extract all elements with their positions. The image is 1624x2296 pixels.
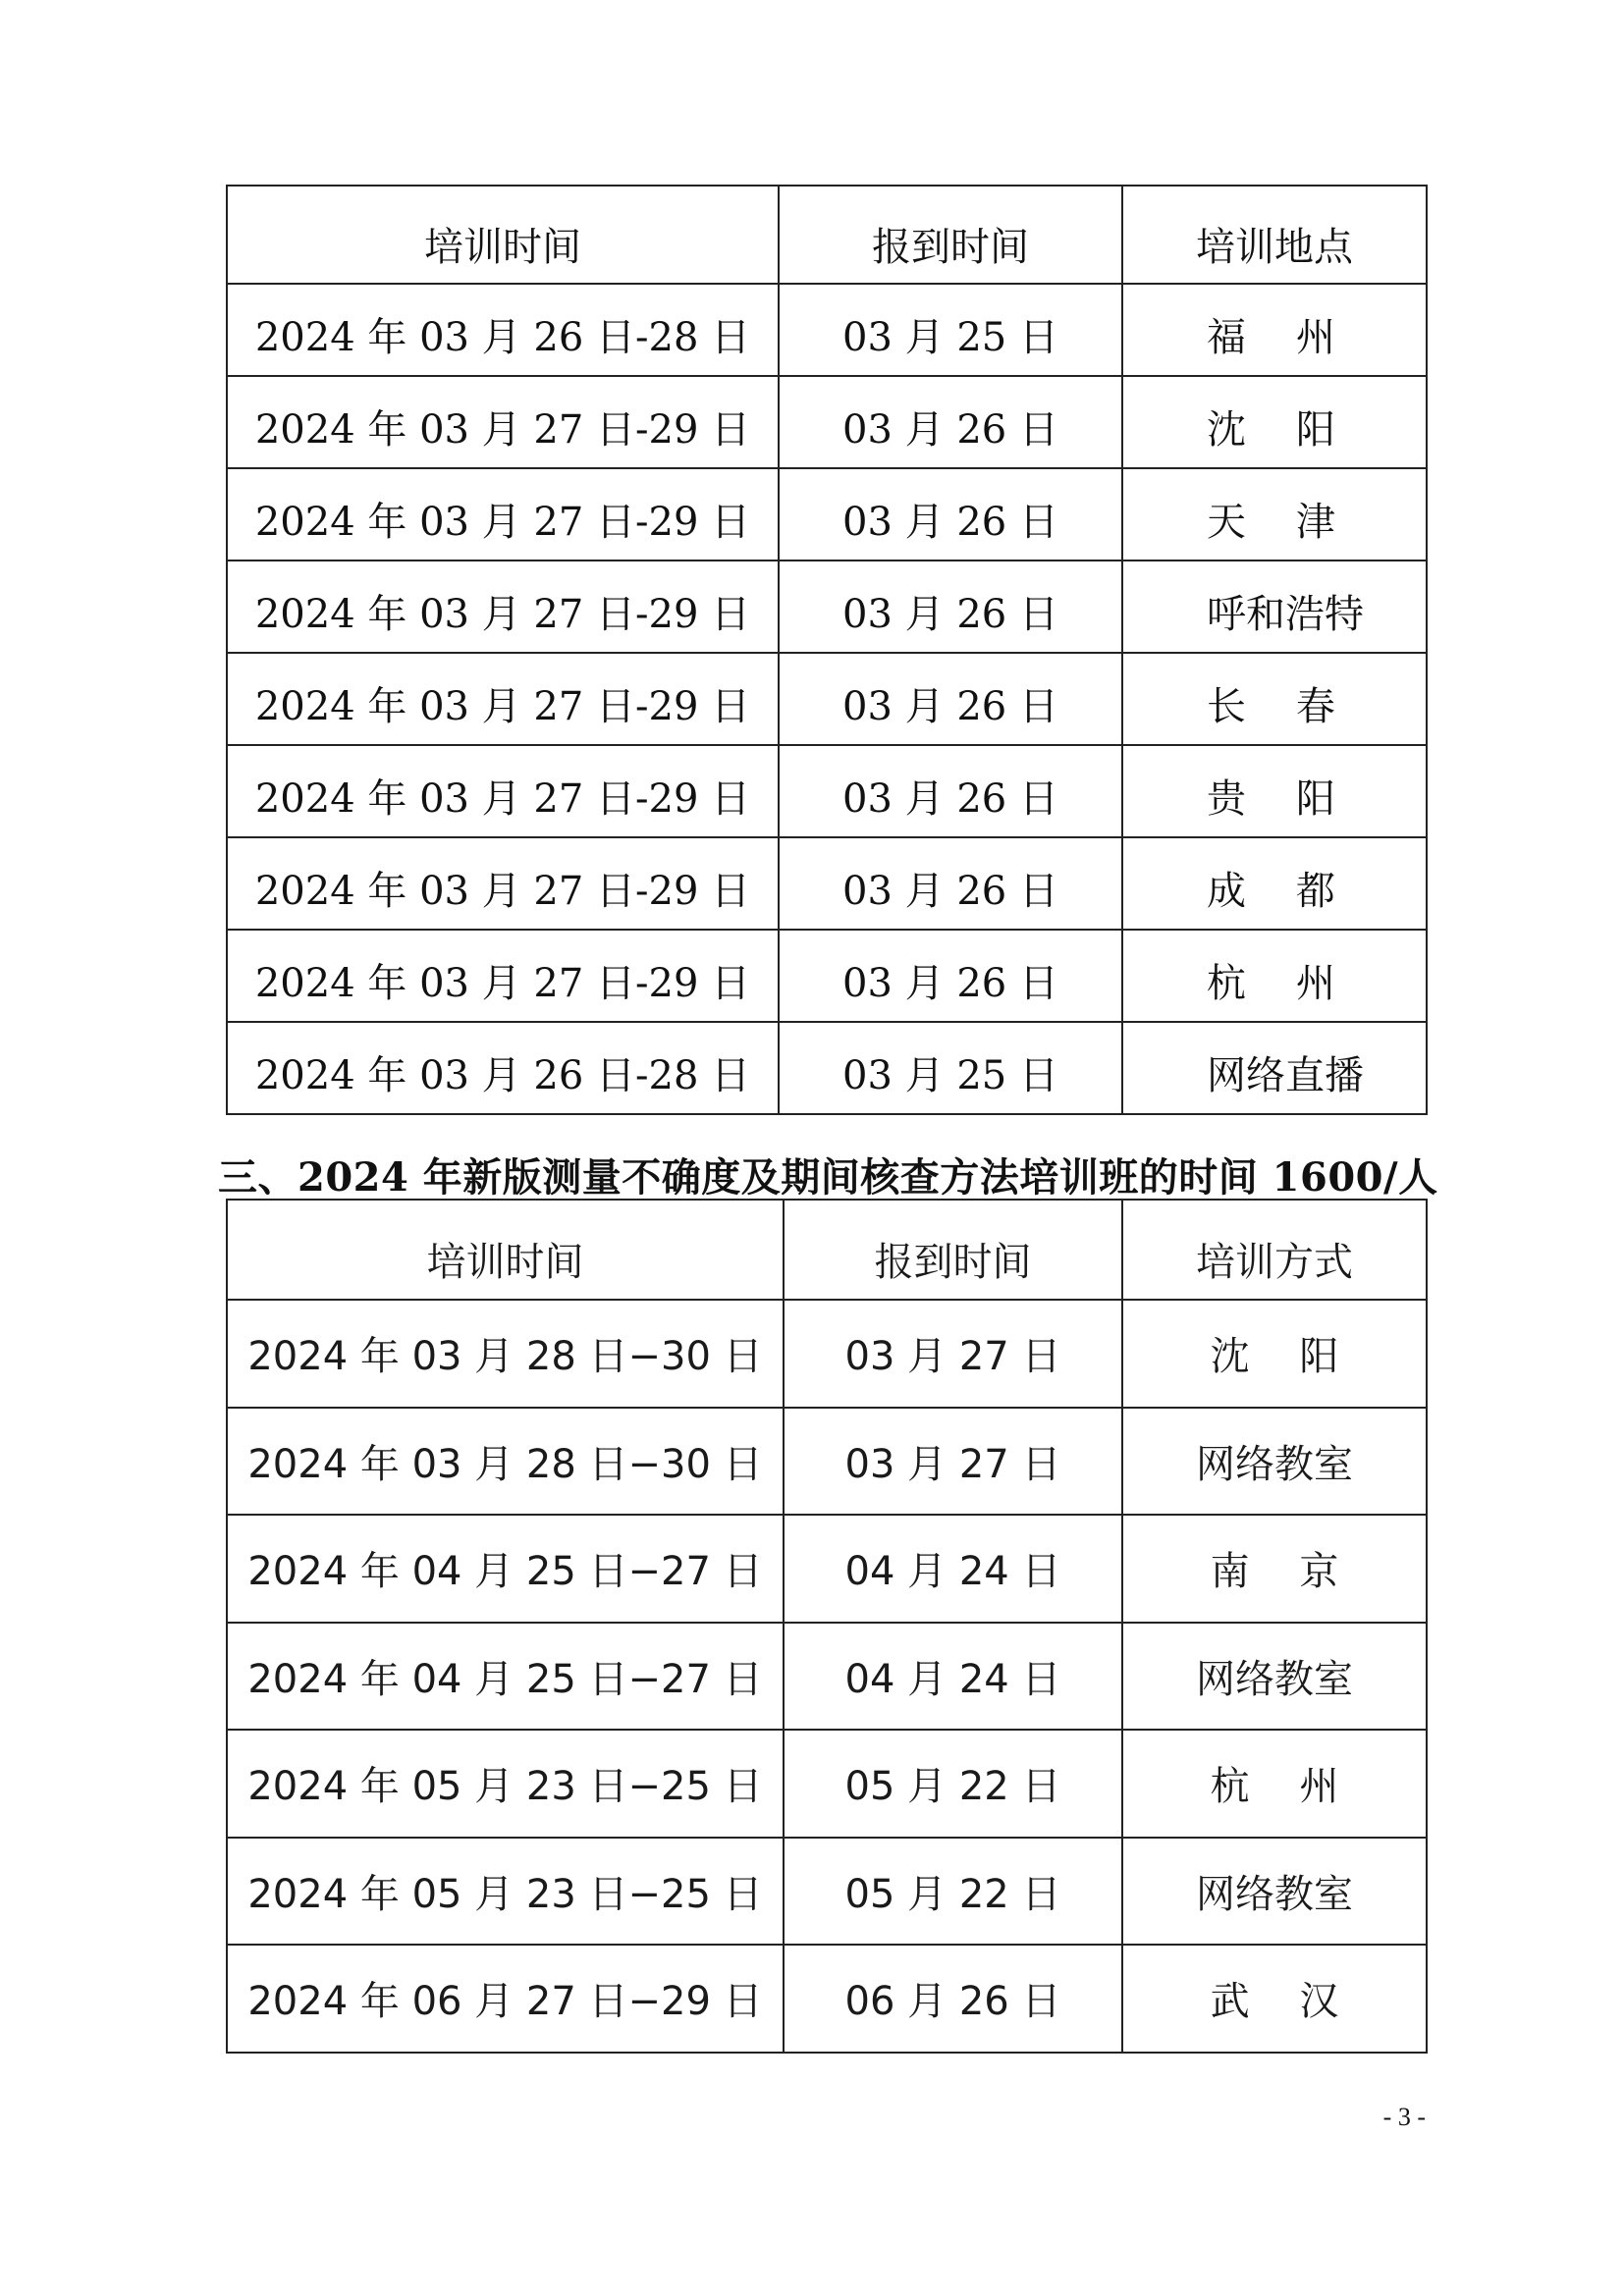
training-time-cell: 2024 年 04 月 25 日−27 日 bbox=[227, 1623, 784, 1731]
training-time-cell: 2024 年 03 月 27 日-29 日 bbox=[227, 930, 779, 1022]
training-mode-cell: 杭 州 bbox=[1122, 1730, 1427, 1838]
report-time-cell: 04 月 24 日 bbox=[784, 1623, 1122, 1731]
table-row bbox=[227, 837, 1427, 930]
report-time-cell: 03 月 25 日 bbox=[779, 284, 1122, 376]
location-cell: 成 都 bbox=[1122, 837, 1427, 930]
page-number: - 3 - bbox=[1382, 2103, 1426, 2131]
table-header-row bbox=[227, 186, 1427, 284]
location-cell: 贵 阳 bbox=[1122, 745, 1427, 837]
table-row bbox=[227, 1022, 1427, 1114]
report-time-cell: 03 月 26 日 bbox=[779, 745, 1122, 837]
training-schedule-table-2 bbox=[226, 1199, 1428, 2054]
location-cell: 福 州 bbox=[1122, 284, 1427, 376]
table-row bbox=[227, 1945, 1427, 2053]
header-report-time: 报到时间 bbox=[784, 1200, 1122, 1300]
report-time-cell: 03 月 26 日 bbox=[779, 837, 1122, 930]
training-mode-cell: 武 汉 bbox=[1122, 1945, 1427, 2053]
training-time-cell: 2024 年 03 月 27 日-29 日 bbox=[227, 745, 779, 837]
table-row bbox=[227, 1515, 1427, 1623]
report-time-cell: 05 月 22 日 bbox=[784, 1730, 1122, 1838]
training-time-cell: 2024 年 03 月 27 日-29 日 bbox=[227, 837, 779, 930]
training-mode-cell: 网络教室 bbox=[1122, 1838, 1427, 1946]
location-cell: 杭 州 bbox=[1122, 930, 1427, 1022]
table-row bbox=[227, 930, 1427, 1022]
report-time-cell: 04 月 24 日 bbox=[784, 1515, 1122, 1623]
training-mode-cell: 网络教室 bbox=[1122, 1623, 1427, 1731]
table-row bbox=[227, 1730, 1427, 1838]
training-mode-cell: 网络教室 bbox=[1122, 1408, 1427, 1516]
header-training-time: 培训时间 bbox=[227, 186, 779, 284]
table-row bbox=[227, 284, 1427, 376]
training-time-cell: 2024 年 03 月 26 日-28 日 bbox=[227, 1022, 779, 1114]
training-time-cell: 2024 年 03 月 27 日-29 日 bbox=[227, 653, 779, 745]
training-mode-cell: 南 京 bbox=[1122, 1515, 1427, 1623]
report-time-cell: 03 月 26 日 bbox=[779, 653, 1122, 745]
table-header-row bbox=[227, 1200, 1427, 1300]
training-time-cell: 2024 年 03 月 26 日-28 日 bbox=[227, 284, 779, 376]
report-time-cell: 06 月 26 日 bbox=[784, 1945, 1122, 2053]
header-training-time: 培训时间 bbox=[227, 1200, 784, 1300]
table-row bbox=[227, 1838, 1427, 1946]
table-row bbox=[227, 561, 1427, 653]
report-time-cell: 03 月 26 日 bbox=[779, 930, 1122, 1022]
training-time-cell: 2024 年 05 月 23 日−25 日 bbox=[227, 1730, 784, 1838]
training-time-cell: 2024 年 06 月 27 日−29 日 bbox=[227, 1945, 784, 2053]
report-time-cell: 03 月 25 日 bbox=[779, 1022, 1122, 1114]
location-cell: 沈 阳 bbox=[1122, 376, 1427, 468]
header-training-mode: 培训方式 bbox=[1122, 1200, 1427, 1300]
training-time-cell: 2024 年 04 月 25 日−27 日 bbox=[227, 1515, 784, 1623]
table-row bbox=[227, 468, 1427, 561]
training-time-cell: 2024 年 03 月 28 日−30 日 bbox=[227, 1408, 784, 1516]
table-row bbox=[227, 1408, 1427, 1516]
training-mode-cell: 沈 阳 bbox=[1122, 1300, 1427, 1408]
training-schedule-table-1 bbox=[226, 185, 1428, 1115]
section-heading: 三、2024 年新版测量不确度及期间核查方法培训班的时间 1600/人 bbox=[218, 1154, 1438, 1201]
table-row bbox=[227, 376, 1427, 468]
location-cell: 网络直播 bbox=[1122, 1022, 1427, 1114]
training-time-cell: 2024 年 03 月 28 日−30 日 bbox=[227, 1300, 784, 1408]
header-training-location: 培训地点 bbox=[1122, 186, 1427, 284]
table-row bbox=[227, 745, 1427, 837]
training-time-cell: 2024 年 03 月 27 日-29 日 bbox=[227, 468, 779, 561]
training-time-cell: 2024 年 05 月 23 日−25 日 bbox=[227, 1838, 784, 1946]
table-row bbox=[227, 653, 1427, 745]
report-time-cell: 03 月 27 日 bbox=[784, 1300, 1122, 1408]
table-row bbox=[227, 1300, 1427, 1408]
report-time-cell: 03 月 26 日 bbox=[779, 376, 1122, 468]
report-time-cell: 05 月 22 日 bbox=[784, 1838, 1122, 1946]
location-cell: 天 津 bbox=[1122, 468, 1427, 561]
report-time-cell: 03 月 26 日 bbox=[779, 561, 1122, 653]
location-cell: 呼和浩特 bbox=[1122, 561, 1427, 653]
training-time-cell: 2024 年 03 月 27 日-29 日 bbox=[227, 561, 779, 653]
table-row bbox=[227, 1623, 1427, 1731]
training-time-cell: 2024 年 03 月 27 日-29 日 bbox=[227, 376, 779, 468]
header-report-time: 报到时间 bbox=[779, 186, 1122, 284]
report-time-cell: 03 月 26 日 bbox=[779, 468, 1122, 561]
report-time-cell: 03 月 27 日 bbox=[784, 1408, 1122, 1516]
location-cell: 长 春 bbox=[1122, 653, 1427, 745]
